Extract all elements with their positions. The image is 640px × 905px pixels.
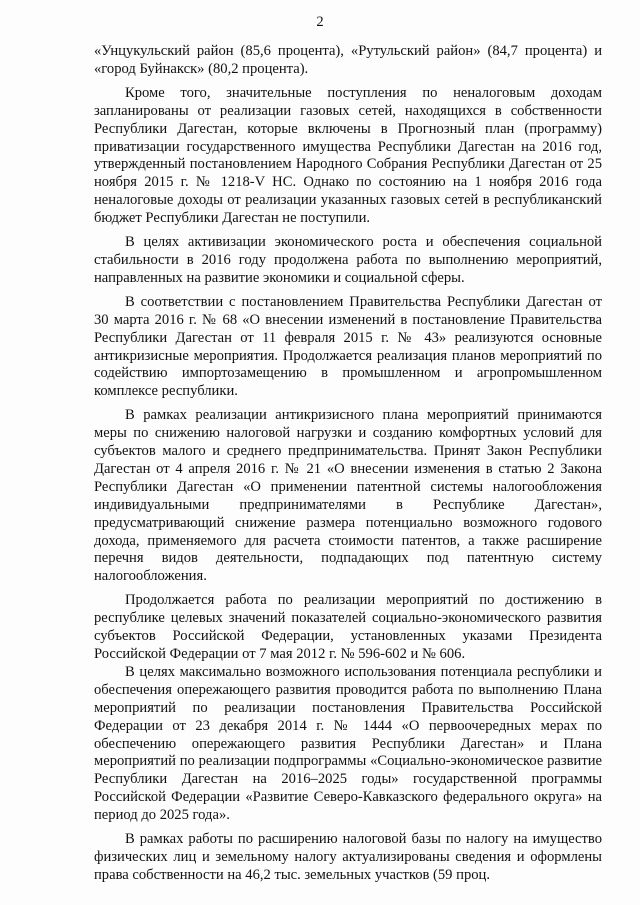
paragraph-advanced-development: В целях максимально возможного использования потенциала республики и обеспечения опережающего развития проводится работа по выполнению Плана мероприятий по реализации постановления Правительства Российской Федерации от 23 декабря 2014 г. № 1444 «О первоочередных мерах по обеспечению опережающего развития Республики Дагестан» и Плана мероприятий по реализации подпрограммы «Социально-экономическое развитие Республики Дагестан на 2016–2025 годы» государственной программы Российской Федерации «Развитие Северо-Кавказского федерального округа» на период до 2025 года». [94, 663, 602, 824]
paragraph-tax-burden: В рамках реализации антикризисного плана мероприятий принимаются меры по снижению налоговой нагрузки и созданию комфортных условий для субъектов малого и среднего предпринимательства. Принят Закон Республики Дагестан от 4 апреля 2016 г. № 21 «О внесении изменения в статью 2 Закона Республики Дагестан «О применении патентной системы налогообложения индивидуальными предпринимателями в Республике Дагестан», предусматривающий снижение размера потенциально возможного годового дохода, применяемого для расчета стоимости патентов, а также расширение перечня видов деятельности, подпадающих под патентную систему налогообложения. [94, 407, 602, 585]
paragraph-district-figures: «Унцукульский район (85,6 процента), «Рутульский район» (84,7 процента) и «город Буйнакск» (80,2 процента). [94, 43, 602, 77]
paragraph-tax-base: В рамках работы по расширению налоговой базы по налогу на имущество физических лиц и земельному налогу актуализированы сведения и оформлены права собственности на 46,2 тыс. земельных участков (59 проц. [94, 831, 602, 883]
paragraph-target-indicators: Продолжается работа по реализации мероприятий по достижению в республике целевых значений показателей социально-экономического развития субъектов Российской Федерации, установленных указами Президента Российской Федерации от 7 мая 2012 г. № 596-602 и № 606. [94, 592, 602, 662]
paragraph-gas-networks: Кроме того, значительные поступления по неналоговым доходам запланированы от реализации газовых сетей, находящихся в собственности Республики Дагестан, которые включены в Прогнозный план (программу) приватизации государственного имущества Республики Дагестан на 2016 год, утвержденный постановлением Народного Собрания Республики Дагестан от 25 ноября 2015 г. № 1218-V НС. Однако по состоянию на 1 ноября 2016 года неналоговые доходы от реализации указанных газовых сетей в республиканский бюджет Республики Дагестан не поступили. [94, 84, 602, 227]
paragraph-anticrisis-measures: В соответствии с постановлением Правительства Республики Дагестан от 30 марта 2016 г. № 68 «О внесении изменений в постановление Правительства Республики Дагестан от 11 февраля 2015 г. № 43» реализуются основные антикризисные мероприятия. Продолжается реализация планов мероприятий по содействию импортозамещению в промышленном и агропромышленном комплексе республики. [94, 293, 602, 400]
document-body [94, 43, 602, 885]
paragraph-economic-growth: В целях активизации экономического роста и обеспечения социальной стабильности в 2016 году продолжена работа по выполнению мероприятий, направленных на развитие экономики и социальной сферы. [94, 234, 602, 286]
page-number: 2 [316, 14, 324, 30]
